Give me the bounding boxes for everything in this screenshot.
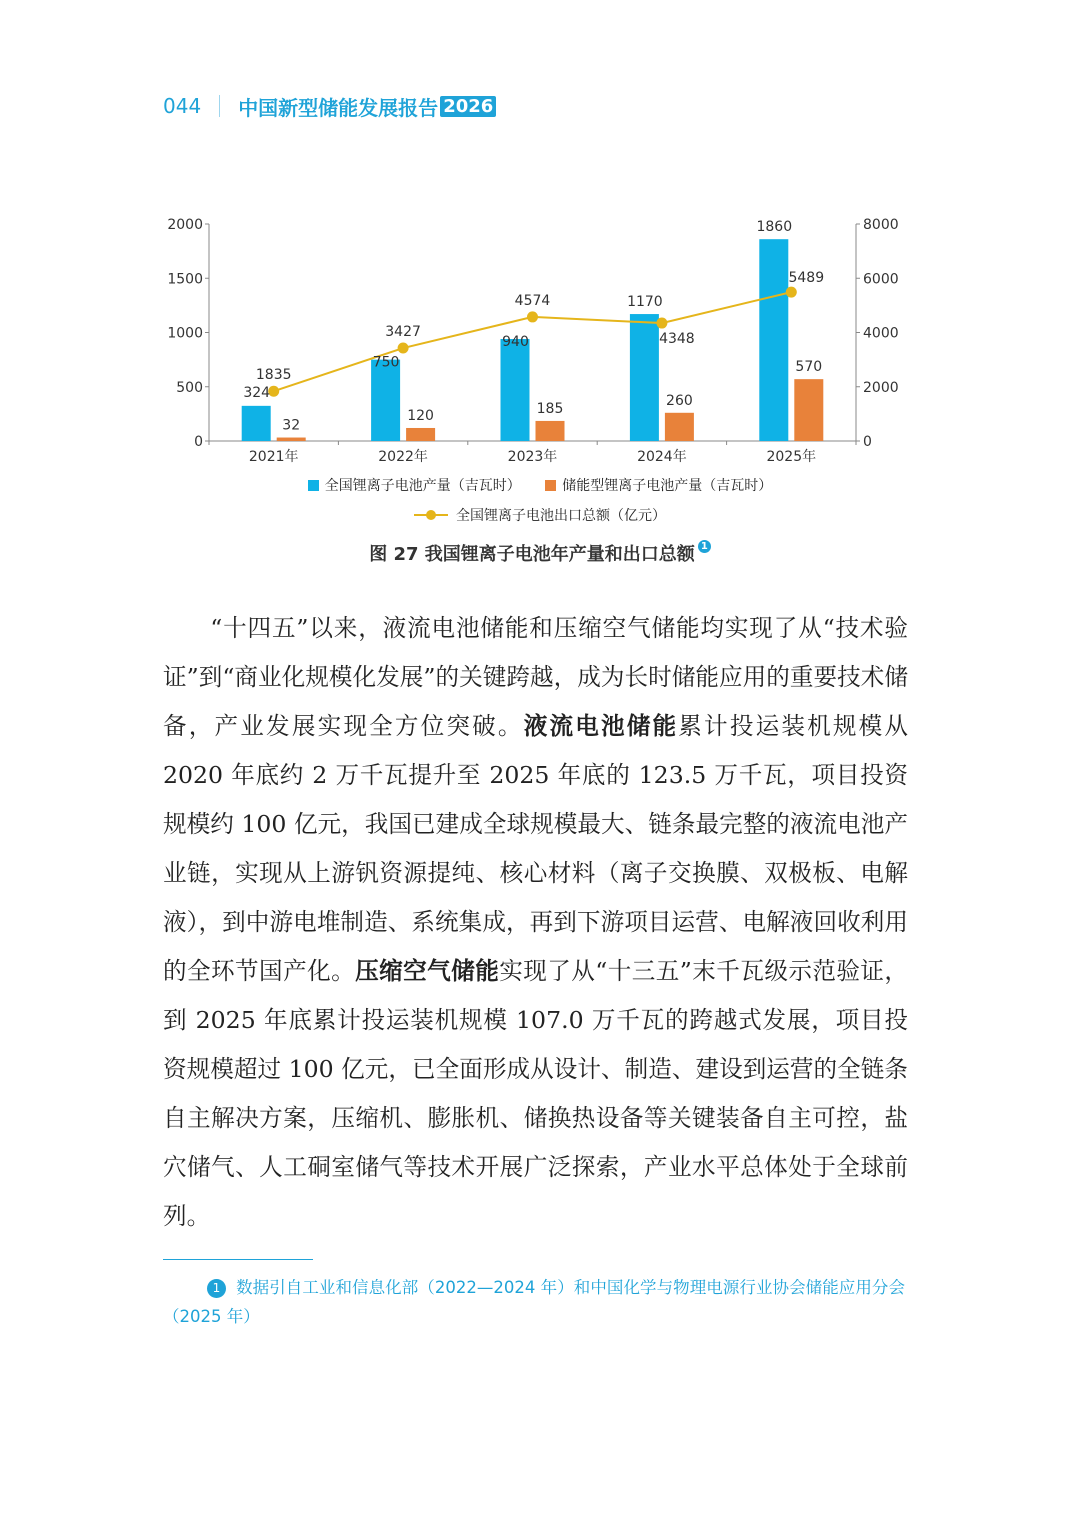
data-label-export-value: 4574: [514, 292, 551, 309]
y-left-tick-label: 500: [176, 379, 203, 396]
x-tick-label: 2023年: [507, 449, 558, 465]
chart-legend: [0, 475, 1080, 495]
chart-legend-row2: [0, 505, 1080, 525]
x-tick-label: 2025年: [766, 449, 817, 465]
bar-national-output: [242, 406, 271, 441]
bar-national-output: [371, 360, 400, 441]
data-label-national-output: 324: [243, 384, 271, 401]
x-tick-label: 2022年: [378, 449, 428, 465]
x-tick-label: 2021年: [248, 449, 299, 465]
data-label-storage-output: 260: [666, 392, 693, 409]
bold-term-compressed-air: 压缩空气储能: [355, 957, 500, 985]
legend-item-national-output: [308, 475, 521, 495]
data-label-export-value: 1835: [255, 367, 292, 384]
data-label-export-value: 5489: [788, 270, 825, 287]
body-paragraph: [163, 604, 908, 1241]
export-value-point: [656, 318, 667, 329]
legend-label-storage-output: 储能型锂离子电池产量（吉瓦时）: [562, 478, 773, 494]
legend-label-national-output: 全国锂离子电池产量（吉瓦时）: [324, 478, 521, 494]
bar-storage-output: [536, 421, 565, 441]
legend-line-marker: [414, 509, 448, 521]
data-label-national-output: 750: [372, 354, 400, 371]
legend-swatch-blue: [308, 480, 319, 491]
footnote-text: 数据引自工业和信息化部（2022—2024 年）和中国化学与物理电源行业协会储能应用分会（2025 年）: [163, 1278, 905, 1326]
y-right-tick-label: 0: [863, 434, 872, 450]
footnote-reference: 1: [698, 540, 711, 553]
bar-national-output: [759, 239, 788, 441]
page-number: 044: [163, 94, 202, 118]
bar-national-output: [501, 339, 530, 441]
data-label-storage-output: 32: [282, 417, 301, 434]
data-label-national-output: 1860: [756, 219, 793, 236]
y-left-tick-label: 0: [194, 434, 203, 450]
footnote: [163, 1273, 905, 1331]
x-tick-label: 2024年: [637, 449, 687, 465]
data-label-national-output: 940: [502, 334, 529, 351]
y-right-tick-label: 2000: [863, 379, 899, 396]
figure-caption-text: 图 27 我国锂离子电池年产量和出口总额: [369, 544, 695, 565]
data-label-export-value: 4348: [659, 331, 695, 348]
export-value-point: [786, 287, 797, 298]
bar-storage-output: [277, 438, 306, 441]
y-right-tick-label: 4000: [863, 325, 899, 342]
figure-caption: [0, 540, 1080, 566]
bar-storage-output: [406, 428, 435, 441]
legend-swatch-orange: [545, 480, 556, 491]
bold-term-flow-battery: 液流电池储能: [523, 712, 679, 740]
running-header: [163, 90, 496, 122]
data-label-national-output: 1170: [627, 294, 663, 311]
bar-storage-output: [794, 379, 823, 441]
y-left-tick-label: 2000: [167, 217, 203, 233]
bar-national-output: [630, 314, 659, 441]
footnote-marker: 1: [207, 1279, 226, 1298]
lithium-battery-chart: [160, 205, 920, 470]
data-label-export-value: 3427: [385, 324, 421, 341]
report-year-badge: 2026: [440, 96, 496, 117]
paragraph-text-3: 实现了从“十三五”末千瓦级示范验证，到 2025 年底累计投运装机规模 107.0 万千瓦的跨越式发展，项目投资规模超过 100 亿元，已全面形成从设计、制造、建设到运营的全链条自主解决方案，压缩机、膨胀机、储换热设备等关键装备自主可控，盐穴储气、人工硐室储气等技术开展广泛探索，产业水平总体处于全球前列。: [163, 957, 909, 1230]
export-value-point: [527, 311, 538, 322]
data-label-storage-output: 120: [407, 407, 434, 424]
y-right-tick-label: 8000: [863, 217, 899, 233]
legend-label-export-value: 全国锂离子电池出口总额（亿元）: [456, 508, 666, 524]
header-divider: [219, 95, 220, 117]
y-left-tick-label: 1000: [167, 325, 203, 342]
report-title: 中国新型储能发展报告: [238, 95, 439, 120]
data-label-storage-output: 185: [536, 400, 564, 417]
y-right-tick-label: 6000: [863, 271, 899, 288]
y-left-tick-label: 1500: [167, 271, 203, 288]
data-label-storage-output: 570: [795, 359, 823, 376]
bar-storage-output: [665, 413, 694, 441]
legend-item-storage-output: [545, 475, 772, 495]
paragraph-text-1: “十四五”以来，液流电池储能和压缩空气储能均实现了从“技术验证”到“商业化规模化发展”的关键跨越，成为长时储能应用的重要技术储备，产业发展实现全方位突破。: [163, 614, 908, 740]
legend-item-export-value: [414, 505, 666, 525]
footnote-divider: [163, 1259, 313, 1260]
export-value-point: [398, 343, 409, 354]
paragraph-text-2: 累计投运装机规模从 2020 年底约 2 万千瓦提升至 2025 年底的 123.5 万千瓦，项目投资规模约 100 亿元，我国已建成全球规模最大、链条最完整的液流电池产业链，实现从上游钒资源提纯、核心材料（离子交换膜、双极板、电解液），到中游电堆制造、系统集成，再到下游项目运营、电解液回收利用的全环节国产化。: [163, 712, 909, 985]
